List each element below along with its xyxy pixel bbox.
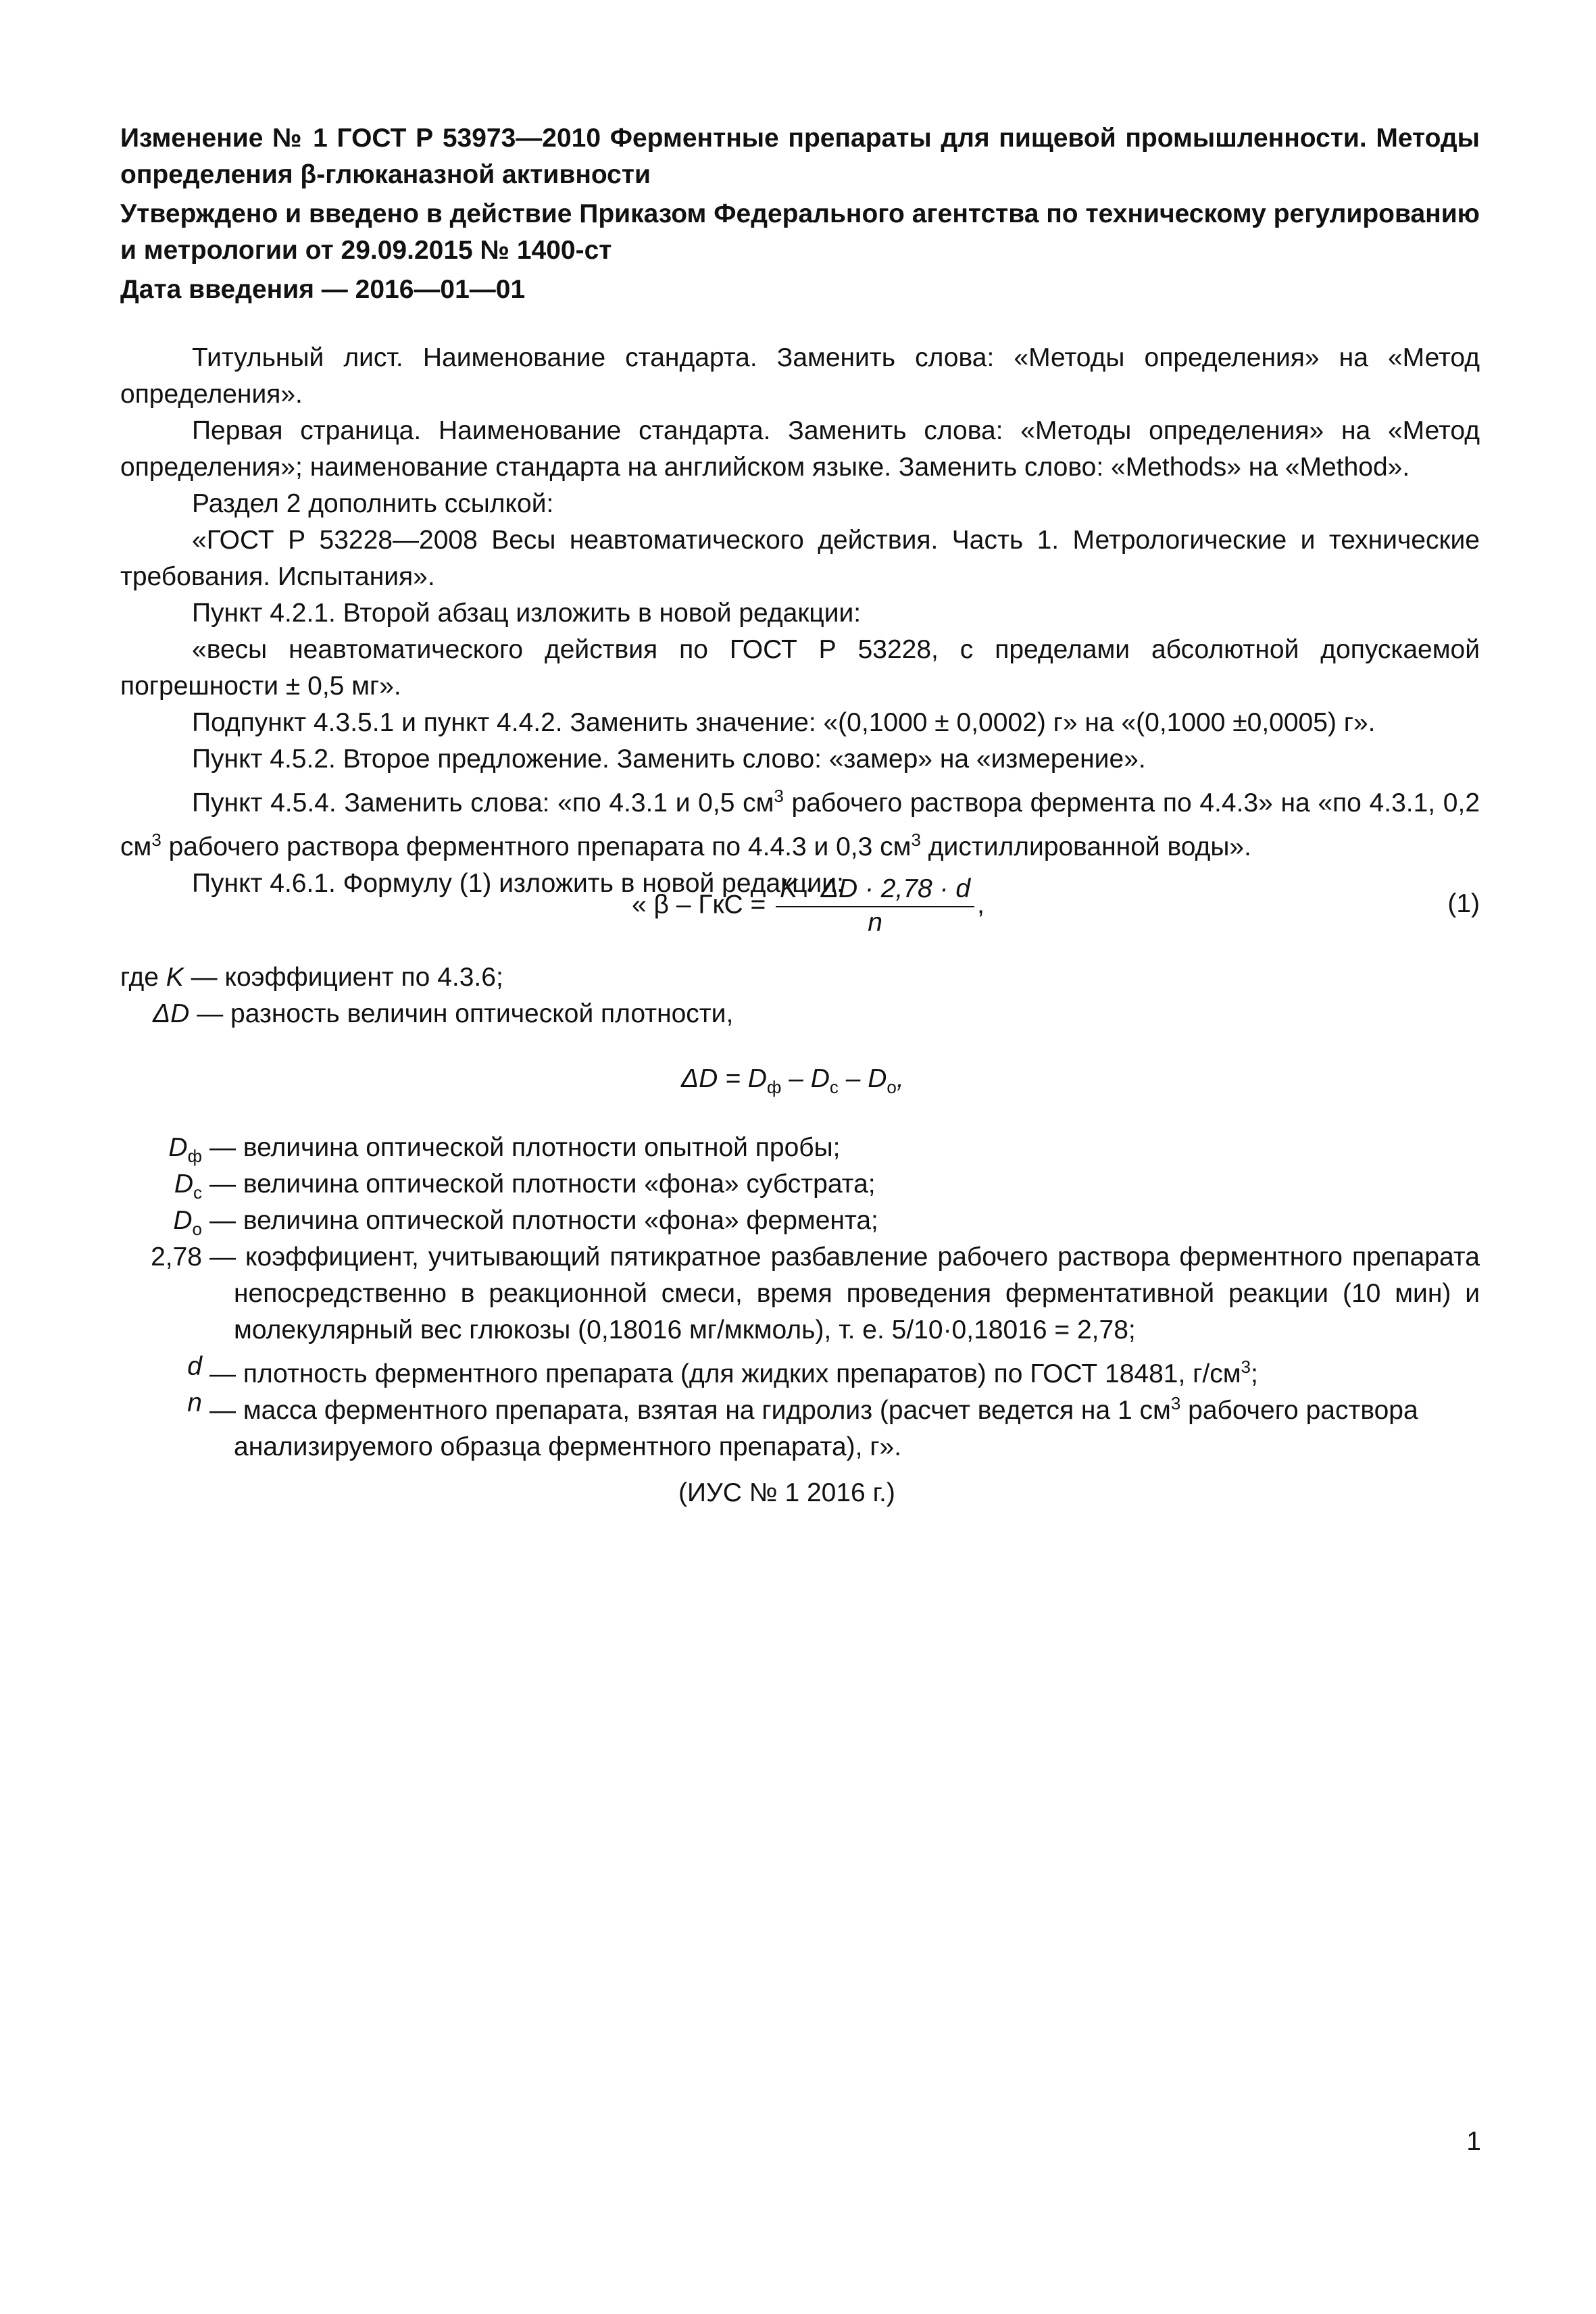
paragraph: Титульный лист. Наименование стандарта. Заменить слова: «Методы определения» на «Метод определения». — [120, 343, 1480, 409]
equation-number: (1) — [1447, 889, 1480, 918]
paragraph: Пункт 4.5.2. Второе предложение. Заменить слово: «замер» на «измерение». — [192, 745, 1146, 774]
approval-line: Утверждено и введено в действие Приказом Федерального агентства по техническому регулированию и метрологии от 29.09.2015 № 1400-ст — [120, 199, 1480, 265]
def-symbol: $D_о$ — [173, 1206, 202, 1239]
paragraph: Пункт 4.2.1. Второй абзац изложить в новой редакции: — [192, 599, 862, 628]
amendment-title: Изменение № 1 ГОСТ Р 53973—2010 Ферментные препараты для пищевой промышленности. Методы определения β-глюканазной активности — [120, 124, 1480, 189]
effective-date: Дата введения — 2016—01—01 — [120, 275, 526, 304]
where-delta-d: ΔD — разность величин оптической плотности, — [153, 999, 734, 1028]
def-symbol: $D_с$ — [174, 1169, 202, 1203]
ius-reference: (ИУС № 1 2016 г.) — [678, 1478, 895, 1507]
page-number: 1 — [1466, 2127, 1481, 2156]
formula-1: « β – ГкС = $\frac{K \cdot \Delta D \cdot 2,78 \cdot d}{n}$ , — [632, 874, 984, 937]
formula-delta-d: $\Delta D = D_ф - D_с - D_о$, — [681, 1064, 904, 1097]
paragraph: Первая страница. Наименование стандарта. Заменить слова: «Методы определения» на «Метод определения»; наименование стандарта на английском языке. Заменить слово: «Methods» на «Method». — [120, 416, 1480, 482]
def-text: — величина оптической плотности «фона» фермента; — [209, 1206, 878, 1235]
def-text: — величина оптической плотности опытной пробы; — [209, 1133, 841, 1162]
paragraph: Подпункт 4.3.5.1 и пункт 4.4.2. Заменить значение: «(0,1000 ± 0,0002) г» на «(0,1000 ±0,0005) г». — [192, 708, 1376, 737]
def-symbol: $D_ф$ — [168, 1133, 202, 1166]
fraction: $\frac{K \cdot \Delta D \cdot 2,78 \cdot d}{n}$ — [776, 874, 974, 938]
amendment-body — [120, 340, 1480, 902]
where-k: где K — коэффициент по 4.3.6; — [120, 963, 503, 992]
paragraph: Раздел 2 дополнить ссылкой: — [192, 489, 554, 518]
def-symbol: n — [187, 1388, 202, 1417]
def-text: — величина оптической плотности «фона» субстрата; — [209, 1169, 876, 1199]
def-text: — масса ферментного препарата, взятая на гидролиз (расчет ведется на 1 $см^3$ рабочего раствора анализируемого образца ферментного препарата), г». — [209, 1393, 1418, 1461]
paragraph: «ГОСТ Р 53228—2008 Весы неавтоматического действия. Часть 1. Метрологические и технические требования. Испытания». — [120, 526, 1480, 591]
paragraph: «весы неавтоматического действия по ГОСТ Р 53228, с пределами абсолютной допускаемой погрешности ± 0,5 мг». — [120, 635, 1480, 701]
paragraph: Пункт 4.5.4. Заменить слова: «по 4.3.1 и 0,5 $см^3$ рабочего раствора фермента по 4.4.3» на «по 4.3.1, 0,2 $см^3$ рабочего раствора ферментного препарата по 4.4.3 и 0,3 $см^3$ дистиллированной воды». — [120, 786, 1480, 861]
def-text: — плотность ферментного препарата (для жидких препаратов) по ГОСТ 18481, $г/см^3$; — [209, 1357, 1258, 1388]
def-symbol: 2,78 — [151, 1242, 202, 1272]
def-symbol: d — [187, 1352, 202, 1381]
def-text: — коэффициент, учитывающий пятикратное разбавление рабочего раствора ферментного препарата непосредственно в реакционной смеси, время проведения ферментативной реакции (10 мин) и молекулярный вес глюкозы (0,18016 мг/мкмоль), т. е. 5/10·0,18016 = 2,78; — [209, 1242, 1480, 1344]
paragraph: Пункт 4.6.1. Формулу (1) изложить в новой редакции: — [192, 869, 844, 898]
